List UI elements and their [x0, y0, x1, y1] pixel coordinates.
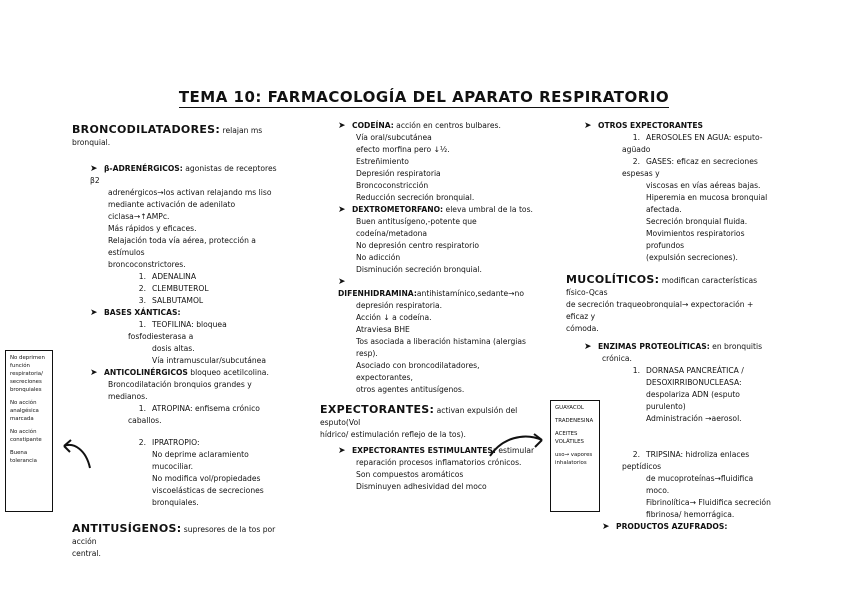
beta-line-5: Relajación toda vía aérea, protección a estímulos	[108, 236, 256, 257]
side-note-guayacol: GUAYACOL	[555, 405, 584, 411]
column-left: BRONCODILATADORES: relajan ms bronquial. ➤ β-ADRENÉRGICOS: agonistas de receptores β2 adrenérgicos→los activan relajando ms liso mediante activación de adenilato ciclasa→↑AMPc. Más rápidos y eficaces. Relajación toda vía aérea, protección a estímulos broncoconstrictores. 1. ADENALINA 2. CLEMBUTEROL 3. SALBUTAMOL ➤ BASES XÁNTICAS: 1. TEOFILINA: bloquea fosfodiesterasa a dosis altas. Vía intramuscular/subcutánea ➤ ANTICOLINÉRGICOS bloqueo acetilcolina. Broncodilatación bronquios grandes y medianos. 1. ATROPINA: enfisema crónico caballos. 2. IPRATROPIO: No deprime aclaramiento mucociliar. No modifica vol/propiedades viscoelásticas de secreciones bronquiales. ANTITUSÍGENOS: supresores de la tos por acción central.	[72, 124, 287, 560]
difen-line-1: depresión respiratoria.	[356, 301, 443, 310]
expectorantes-text-2: hídrico/ estimulación reflejo de la tos).	[320, 430, 466, 439]
otros-sub-line-3: Secreción bronquial fluida.	[646, 217, 748, 226]
side-note-uso: uso→ vapores inhalatorios	[555, 452, 593, 466]
arrow-right-icon: ➤	[338, 121, 346, 131]
enzimas-heading: ENZIMAS PROTEOLÍTICAS:	[598, 342, 710, 351]
anticolinergicos-item-1: ATROPINA: enfisema crónico caballos.	[128, 404, 260, 425]
estimulantes-line-2: Son compuestos aromáticos	[356, 470, 464, 479]
codeina-line-6: Reducción secreción bronquial.	[356, 193, 475, 202]
codeina-line-5: Broncoconstricción	[356, 181, 429, 190]
antitusigenos-heading: ANTITUSÍGENOS:	[72, 522, 182, 535]
xanticas-item-label: TEOFILINA:	[152, 320, 194, 329]
enzimas-item-1-line-3: despolariza ADN (esputo purulento)	[646, 390, 740, 411]
column-right: ➤ OTROS EXPECTORANTES 1. AEROSOLES EN AGUA: esputo-agüado 2. GASES: eficaz en secreciones espesas y viscosas en vías aéreas bajas. Hiperemia en mucosa bronquial afectada. Secreción bronquial fluida. Movimientos respiratorios profundos (expulsión secreciones). MUCOLÍTICOS: modifican características físico-Qcas de secreción traqueobronquial→ expectoración + eficaz y cómoda. ➤ ENZIMAS PROTEOLÍTICAS: en bronquitis crónica. 1. DORNASA PANCREÁTICA / DESOXIRRIBONUCLEASA: despolariza ADN (esputo purulento) Administración →aerosol. 2. TRIPSINA: hidroliza enlaces peptídicos de mucoproteínas→fluidifica moco. Fibrinolítica→ Fluidifica secreción fibrinosa/ hemorrágica. ➤ PRODUCTOS AZUFRADOS:	[566, 120, 778, 533]
beta-heading: β-ADRENÉRGICOS:	[104, 164, 183, 173]
expectorantes-heading: EXPECTORANTES:	[320, 403, 435, 416]
dextro-text: eleva umbral de la tos.	[443, 205, 533, 214]
beta-line-4: Más rápidos y eficaces.	[108, 224, 197, 233]
enzimas-item-2-line-3: Fibrinolítica→ Fluidifica secreción	[646, 498, 771, 507]
codeina-heading: CODEÍNA:	[352, 121, 394, 130]
beta-item-3: SALBUTAMOL	[152, 296, 204, 305]
expectorantes-text: activan expulsión del esputo(Vol	[320, 406, 518, 427]
dextro-line-2: No depresión centro respiratorio	[356, 241, 480, 250]
enzimas-line: crónica.	[602, 354, 632, 363]
side-note-2: No acción analgésica marcada	[10, 400, 39, 422]
curved-arrow-icon-middle	[488, 430, 548, 460]
antitusigenos-text: supresores de la tos por acción	[72, 525, 276, 546]
estimulantes-line-1: reparación procesos inflamatorios crónicos.	[356, 458, 522, 467]
dextro-line-3: No adicción	[356, 253, 401, 262]
anticolinergicos-item-2-line-2: No modifica vol/propiedades	[152, 474, 261, 483]
azufrados-heading: PRODUCTOS AZUFRADOS:	[616, 522, 728, 531]
side-note-1: No deprimen función respiratoria/ secreciones bronquiales	[10, 355, 45, 393]
codeina-line-3: Estreñimiento	[356, 157, 409, 166]
arrow-right-icon: ➤	[584, 121, 592, 131]
difen-line-5: Asociado con broncodilatadores, expectorantes,	[356, 361, 480, 382]
dextro-heading: DEXTROMETORFANO:	[352, 205, 444, 214]
difen-line-6: otros agentes antitusígenos.	[356, 385, 465, 394]
enzimas-text: en bronquitis	[709, 342, 763, 351]
otros-sub-line-2: afectada.	[646, 205, 682, 214]
beta-item-1: ADENALINA	[152, 272, 197, 281]
anticolinergicos-item-2: IPRATROPIO:	[152, 438, 200, 447]
difen-text: antihistamínico,sedante→no	[416, 289, 524, 298]
estimulantes-text: estimular	[495, 446, 535, 455]
anticolinergicos-item-2-line-1: No deprime aclaramiento mucociliar.	[152, 450, 249, 471]
dextro-line-4: Disminución secreción bronquial.	[356, 265, 482, 274]
arrow-right-icon: ➤	[338, 205, 346, 215]
beta-line-1: agonistas de receptores β2	[90, 164, 277, 185]
antitusigenos-text-2: central.	[72, 549, 101, 558]
enzimas-item-1-line-1: DORNASA PANCREÁTICA /	[646, 366, 744, 375]
otros-item-1: AEROSOLES EN AGUA: esputo-agüado	[622, 133, 763, 154]
arrow-right-icon: ➤	[584, 342, 592, 352]
arrow-right-icon: ➤	[338, 446, 346, 456]
anticolinergicos-line: Broncodilatación bronquios grandes y medianos.	[108, 380, 252, 401]
estimulantes-heading: EXPECTORANTES ESTIMULANTES:	[352, 446, 496, 455]
otros-heading: OTROS EXPECTORANTES	[598, 121, 703, 130]
arrow-right-icon: ➤	[90, 164, 98, 174]
xanticas-item-line-1: bloquea fosfodiesterasa a	[128, 320, 227, 341]
codeina-line-4: Depresión respiratoria	[356, 169, 441, 178]
otros-sub-line-4: Movimientos respiratorios profundos	[646, 229, 745, 250]
beta-line-3: mediante activación de adenilato ciclasa→↑AMPc.	[108, 200, 236, 221]
codeina-line-1: Vía oral/subcutánea	[356, 133, 432, 142]
anticolinergicos-heading: ANTICOLINÉRGICOS	[104, 368, 188, 377]
curved-arrow-icon-left	[58, 432, 98, 472]
enzimas-item-1-line-4: Administración →aerosol.	[646, 414, 742, 423]
beta-item-2: CLEMBUTEROL	[152, 284, 209, 293]
codeina-text: acción en centros bulbares.	[393, 121, 501, 130]
beta-line-6: broncoconstrictores.	[108, 260, 186, 269]
anticolinergicos-item-2-line-3: viscoelásticas de secreciones bronquiales.	[152, 486, 264, 507]
side-note-3: No acción constipante	[10, 429, 42, 443]
mucoliticos-line-2: cómoda.	[566, 324, 599, 333]
mucoliticos-text: modifican características físico-Qcas	[566, 276, 758, 297]
arrow-right-icon: ➤	[602, 522, 610, 532]
arrow-right-icon: ➤	[90, 368, 98, 378]
side-note-aceites: ACEITES VOLÁTILES	[555, 431, 584, 445]
side-note-box-left	[5, 350, 53, 512]
anticolinergicos-text: bloqueo acetilcolina.	[187, 368, 269, 377]
side-note-4: Buena tolerancia	[10, 450, 37, 464]
otros-item-2-line-1: GASES: eficaz en secreciones espesas y	[622, 157, 758, 178]
enzimas-item-2-line-4: fibrinosa/ hemorrágica.	[646, 510, 735, 519]
estimulantes-line-3: Disminuyen adhesividad del moco	[356, 482, 487, 491]
xanticas-heading: BASES XÁNTICAS:	[104, 308, 181, 317]
difen-heading: DIFENHIDRAMINA:	[338, 289, 417, 298]
side-note-tradenesina: TRADENESINA	[555, 418, 594, 424]
difen-line-4: Tos asociada a liberación histamina (alergias resp).	[356, 337, 526, 358]
enzimas-item-2-line-2: de mucoproteínas→fluidifica moco.	[646, 474, 754, 495]
broncodilatadores-heading: BRONCODILATADORES:	[72, 123, 221, 136]
difen-line-2: Acción ↓ a codeína.	[356, 313, 432, 322]
xanticas-item-line-2: dosis altas.	[152, 344, 195, 353]
otros-sub-line-1: Hiperemia en mucosa bronquial	[646, 193, 768, 202]
otros-sub-line-5: (expulsión secreciones).	[646, 253, 738, 262]
mucoliticos-line-1: de secreción traqueobronquial→ expectoración + eficaz y	[566, 300, 754, 321]
codeina-line-2: efecto morfina pero ↓½.	[356, 145, 450, 154]
beta-line-2: adrenérgicos→los activan relajando ms liso	[108, 188, 272, 197]
arrow-right-icon: ➤	[90, 308, 98, 318]
otros-item-2-line-2: viscosas en vías aéreas bajas.	[646, 181, 761, 190]
broncodilatadores-text: relajan ms bronquial.	[72, 126, 263, 147]
xanticas-item-line-3: Vía intramuscular/subcutánea	[152, 356, 266, 365]
enzimas-item-2-line-1: TRIPSINA: hidroliza enlaces peptídicos	[622, 450, 750, 471]
dextro-line-1: Buen antitusígeno,-potente que codeína/metadona	[356, 217, 477, 238]
arrow-right-icon: ➤	[338, 277, 346, 287]
page-title-text: TEMA 10: FARMACOLOGÍA DEL APARATO RESPIRATORIO	[178, 88, 670, 106]
page-title	[0, 88, 848, 106]
enzimas-item-1-line-2: DESOXIRRIBONUCLEASA:	[646, 378, 742, 387]
difen-line-3: Atraviesa BHE	[356, 325, 410, 334]
mucoliticos-heading: MUCOLÍTICOS:	[566, 273, 660, 286]
